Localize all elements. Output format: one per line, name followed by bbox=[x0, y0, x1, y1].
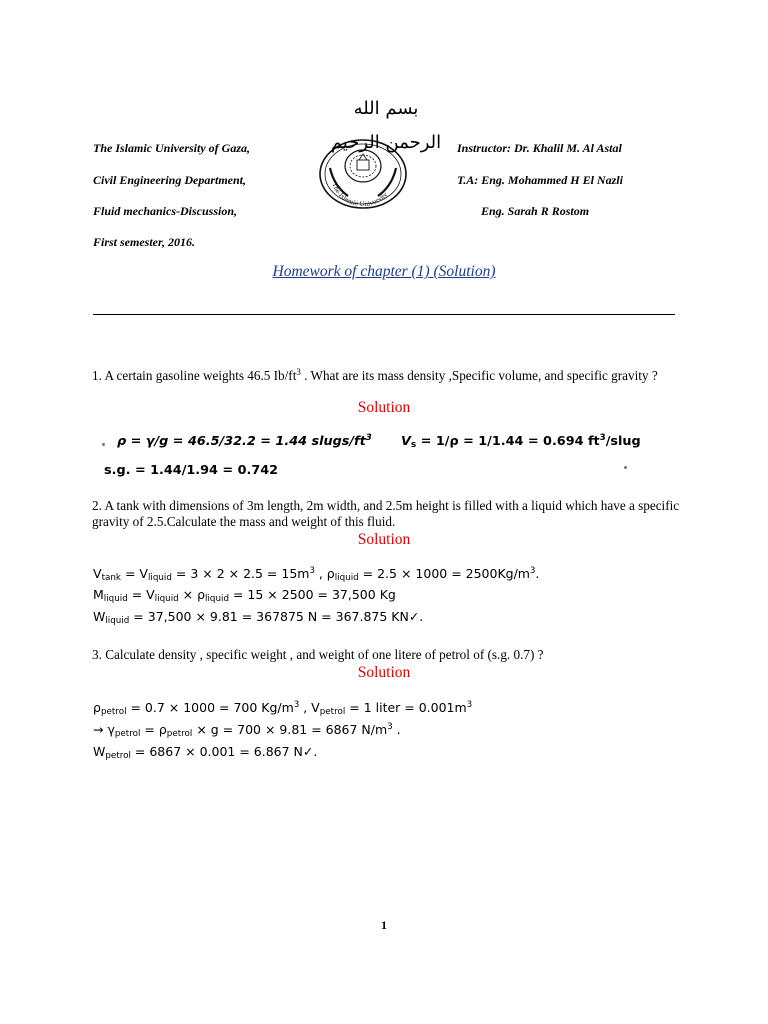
q3-weight: $W_{petrol} = 6867 \times 0.001 = 6.867$ N✓. bbox=[93, 744, 318, 761]
department-name: Civil Engineering Department, bbox=[93, 173, 247, 187]
q2-weight: $W_{liquid} = 37,500 \times 9.81 = 367875$ N = 367.875 KN✓. bbox=[93, 609, 424, 626]
solution-label-3: Solution bbox=[357, 664, 411, 681]
q2-volume-density: $V_{tank} = V_{liquid} = 3 \times 2 \times 2.5 = 15m^3$ , $\rho_{liquid} = 2.5 \times 1000 = 2500Kg/m^3$. bbox=[93, 566, 540, 583]
ta-name-2: Eng. Sarah R Rostom bbox=[481, 204, 590, 218]
svg-text:The Islamic University: The Islamic University bbox=[330, 182, 390, 209]
header-divider bbox=[93, 314, 675, 315]
q3-specific-weight: → $\gamma_{petrol} = \rho_{petrol} \times g = 700 \times 9.81 = 6867$ $N/m^3$ . bbox=[93, 722, 401, 739]
q1-specific-gravity: s.g. = 1.44/1.94 = 0.742 bbox=[104, 463, 279, 478]
semester: First semester, 2016. bbox=[93, 235, 196, 249]
solution-label-1: Solution bbox=[357, 399, 411, 416]
basmala-calligraphy: بسم الله الرحمن الرحيم bbox=[330, 98, 442, 153]
course-name: Fluid mechanics-Discussion, bbox=[93, 204, 238, 218]
q1-specific-volume: $V_s = 1/\rho = 1/1.44 = 0.694$ $ft^3$/slug bbox=[401, 433, 641, 450]
question-2: 2. A tank with dimensions of 3m length, 2m width, and 2.5m height is filled with a liquid which have a specific gravity of 2.5.Calculate the mass and weight of this fluid. bbox=[92, 498, 680, 529]
university-name: The Islamic University of Gaza, bbox=[93, 141, 250, 155]
question-1: 1. A certain gasoline weights 46.5 $Ib/ft^3$ . What are its mass density ,Specific volume, and specific gravity ? bbox=[92, 367, 658, 383]
page-title: Homework of chapter (1) (Solution) bbox=[272, 263, 496, 280]
solution-label-2: Solution bbox=[357, 531, 411, 548]
q1-mass-density: ρ = γ/g = 46.5/32.2 = 1.44 slugs/$ft^3$ bbox=[117, 433, 372, 449]
q2-mass: $M_{liquid} = V_{liquid} \times \rho_{liquid} = 15 \times 2500 = 37,500$ Kg bbox=[93, 587, 396, 604]
margin-dot bbox=[624, 466, 627, 469]
university-logo-seal bbox=[318, 138, 408, 210]
page-number: 1 bbox=[381, 918, 387, 932]
q3-density-volume: $\rho_{petrol} = 0.7 \times 1000 = 700$ $Kg/m^3$ , $V_{petrol} = 1$ liter = $0.001m^3$ bbox=[93, 700, 473, 717]
instructor-name: Instructor: Dr. Khalil M. Al Astal bbox=[457, 141, 622, 155]
margin-dot bbox=[102, 443, 105, 446]
ta-name: T.A: Eng. Mohammed H El Nazli bbox=[457, 173, 623, 187]
question-3: 3. Calculate density , specific weight , and weight of one litere of petrol of (s.g. 0.7) ? bbox=[92, 647, 544, 662]
